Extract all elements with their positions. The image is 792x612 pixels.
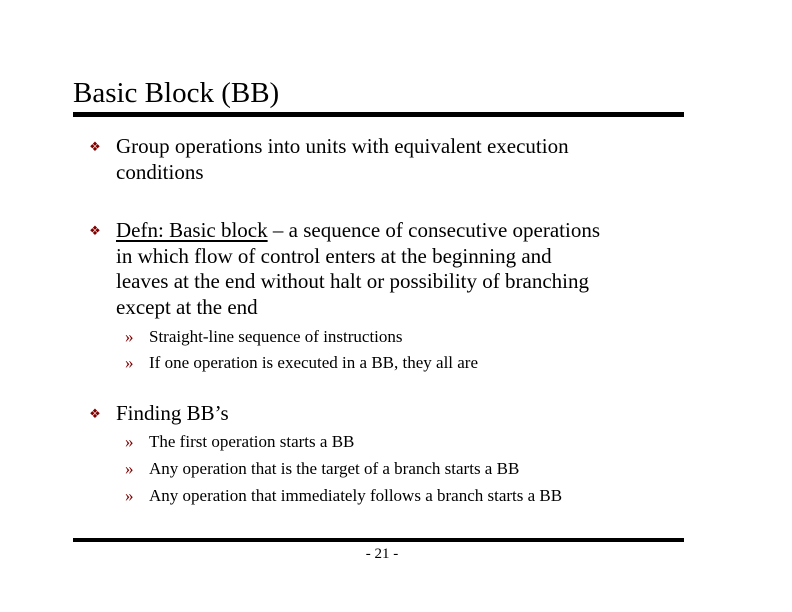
chevron-bullet-icon: » [125, 459, 134, 478]
sub-bullet [125, 459, 519, 479]
bullet-line: in which flow of control enters at the beginning and [116, 243, 552, 268]
sub-bullet-text: Straight-line sequence of instructions [149, 327, 403, 346]
sub-bullet-text: If one operation is executed in a BB, they all are [149, 353, 479, 372]
defined-term: Defn: Basic block [116, 218, 268, 242]
bullet-line [116, 218, 676, 244]
bullet-line-rest: – a sequence of consecutive operations [267, 218, 600, 242]
bullet-line: Finding BB’s [116, 401, 229, 425]
title-rule [73, 112, 684, 117]
bullet-text [116, 218, 676, 320]
page-number: - 21 - [365, 546, 399, 562]
chevron-bullet-icon: » [125, 353, 134, 372]
bullet-line: leaves at the end without halt or possibility of branching [116, 269, 589, 294]
bullet-line: Group operations into units with equivalent execution [116, 134, 569, 158]
sub-bullet [125, 486, 562, 506]
diamond-bullet-icon: ❖ [89, 224, 101, 239]
chevron-bullet-icon: » [125, 327, 134, 346]
diamond-bullet-icon: ❖ [89, 140, 101, 155]
bullet-line: conditions [116, 159, 204, 184]
sub-bullet [125, 327, 403, 347]
bullet-text [116, 401, 676, 427]
sub-bullet [125, 432, 354, 452]
chevron-bullet-icon: » [125, 486, 134, 505]
footer-rule [73, 538, 684, 542]
sub-bullet-text: Any operation that is the target of a branch starts a BB [149, 459, 520, 478]
slide-title: Basic Block (BB) [73, 77, 280, 109]
chevron-bullet-icon: » [125, 432, 134, 451]
bullet-line: except at the end [116, 294, 258, 319]
sub-bullet-text: The first operation starts a BB [149, 432, 355, 451]
bullet-text [116, 134, 676, 185]
sub-bullet-text: Any operation that immediately follows a branch starts a BB [149, 486, 563, 505]
diamond-bullet-icon: ❖ [89, 407, 101, 422]
sub-bullet [125, 353, 478, 373]
